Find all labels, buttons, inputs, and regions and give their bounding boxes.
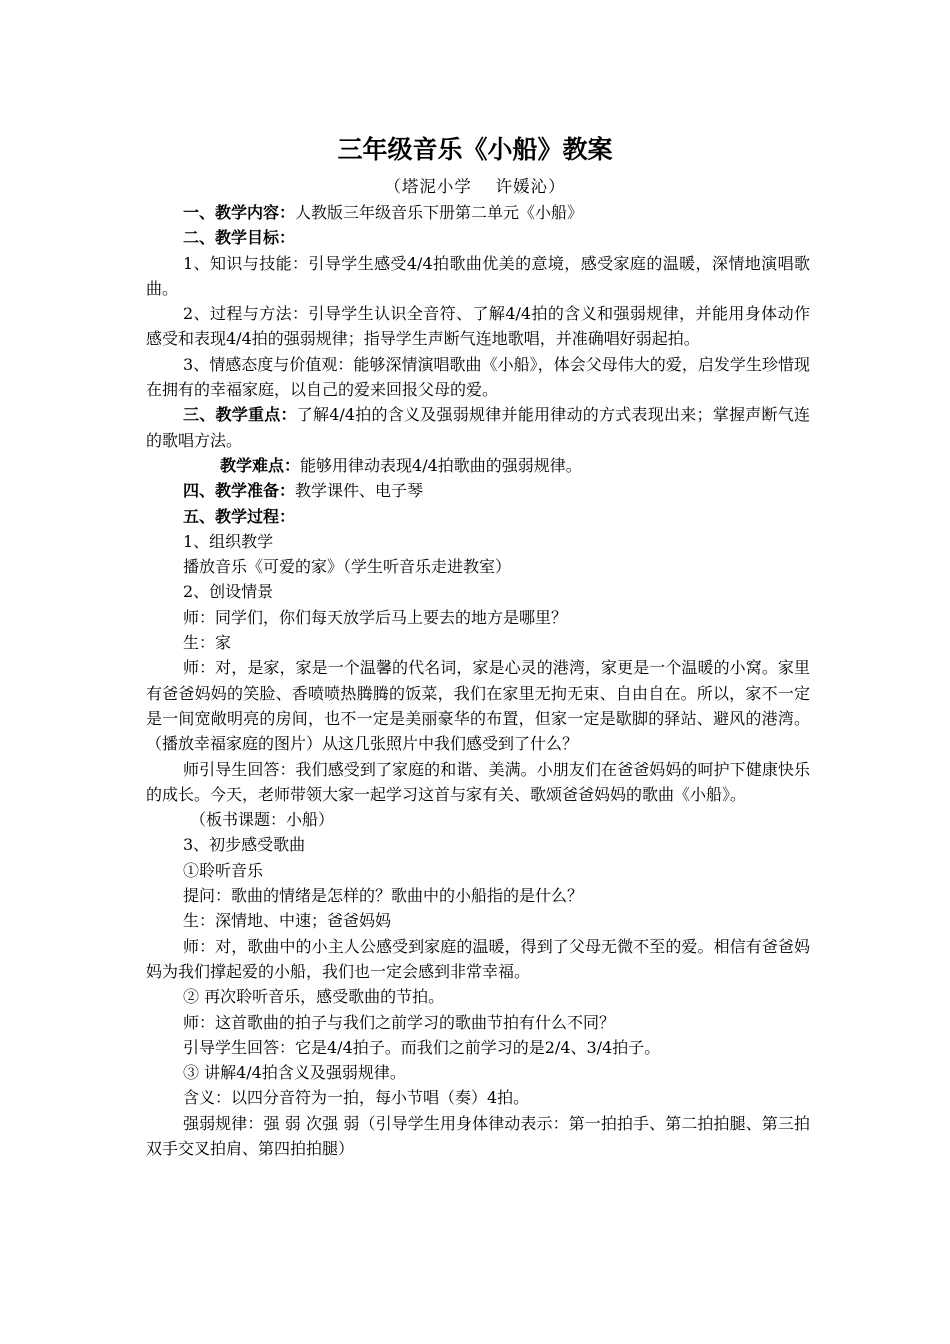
process-paragraph: 提问：歌曲的情绪是怎样的？歌曲中的小船指的是什么？ [183,886,584,906]
process-paragraph: ③ 讲解4/4拍含义及强弱规律。 [183,1063,406,1083]
process-paragraph: 2、创设情景 [183,582,274,602]
process-paragraph: ② 再次聆听音乐，感受歌曲的节拍。 [183,987,445,1007]
section-heading: 一、教学内容： [183,203,296,222]
process-paragraph: 引导学生回答：它是4/4拍子。而我们之前学习的是2/4、3/4拍子。 [183,1037,661,1057]
section-process [146,504,810,529]
section-difficulty [146,453,810,478]
process-paragraph: （板书课题：小船） [190,810,335,830]
process-paragraph: 含义：以四分音符为一拍，每小节唱（奏）4拍。 [183,1088,530,1108]
section-text: 了解4/4拍的含义及强弱规律并能用律动的方式表现出来；掌握声断气连的歌唱方法。 [146,405,810,450]
section-heading: 三、教学重点： [183,405,297,425]
section-heading: 四、教学准备： [183,481,296,501]
section-heading: 五、教学过程： [183,506,296,526]
process-paragraph: 3、初步感受歌曲 [183,835,306,855]
process-paragraph: ①聆听音乐 [183,860,264,880]
process-paragraph: 播放音乐《可爱的家》（学生听音乐走进教室） [183,557,512,577]
section-text: 教学课件、电子琴 [295,481,424,501]
goal-paragraph-3: 3、情感态度与价值观：能够深情演唱歌曲《小船》，体会父母伟大的爱，启发学生珍惜现在拥有的幸福家庭，以自己的爱来回报父母的爱。 [146,354,810,400]
process-paragraph: 师：对，歌曲中的小主人公感受到家庭的温暖，得到了父母无微不至的爱。相信有爸爸妈妈为我们撑起爱的小船，我们也一定会感到非常幸福。 [146,936,810,981]
process-paragraph: 生：家 [183,633,232,653]
process-paragraph: 师：同学们，你们每天放学后马上要去的地方是哪里？ [183,607,568,627]
process-paragraph: 强弱规律：强 弱 次强 弱（引导学生用身体律动表示：第一拍拍手、第二拍拍腿、第三拍双手交叉拍肩、第四拍拍腿） [146,1113,810,1158]
section-preparation [146,478,810,503]
section-heading: 二、教学目标： [183,228,296,248]
section-text: 能够用律动表现4/4拍歌曲的强弱规律。 [300,455,582,475]
goal-paragraph-1: 1、知识与技能：引导学生感受4/4拍歌曲优美的意境，感受家庭的温暖，深情地演唱歌曲。 [146,253,810,298]
section-key-points [146,402,810,453]
section-teaching-content [146,200,810,225]
process-paragraph: 师：对，是家，家是一个温馨的代名词，家是心灵的港湾，家更是一个温暖的小窝。家里有爸爸妈妈的笑脸、香喷喷热腾腾的饭菜，我们在家里无拘无束、自由自在。所以，家不一定是一间宽敞明亮的房间，也不一定是美丽豪华的布置，但家一定是歇脚的驿站、避风的港湾。（播放幸福家庭的图片）从这几张照片中我们感受到了什么？ [146,658,810,754]
document-title: 三年级音乐《小船》教案 [337,135,613,164]
process-paragraph: 生：深情地、中速；爸爸妈妈 [183,911,392,931]
document-body [146,200,810,1161]
process-paragraph: 师：这首歌曲的拍子与我们之前学习的歌曲节拍有什么不同？ [183,1012,616,1032]
goal-paragraph-2: 2、过程与方法：引导学生认识全音符、了解4/4拍的含义和强弱规律，并能用身体动作感受和表现4/4拍的强弱规律；指导学生声断气连地歌唱，并准确唱好弱起拍。 [146,304,810,349]
section-heading: 教学难点： [220,455,301,475]
section-teaching-goals [146,225,810,250]
section-text: 人教版三年级音乐下册第二单元《小船》 [295,203,584,222]
author-line: （塔泥小学 许媛沁） [384,177,566,196]
process-paragraph: 师引导生回答：我们感受到了家庭的和谐、美满。小朋友们在爸爸妈妈的呵护下健康快乐的成长。今天，老师带领大家一起学习这首与家有关、歌颂爸爸妈妈的歌曲《小船》。 [146,759,810,804]
process-paragraph: 1、组织教学 [183,531,274,551]
